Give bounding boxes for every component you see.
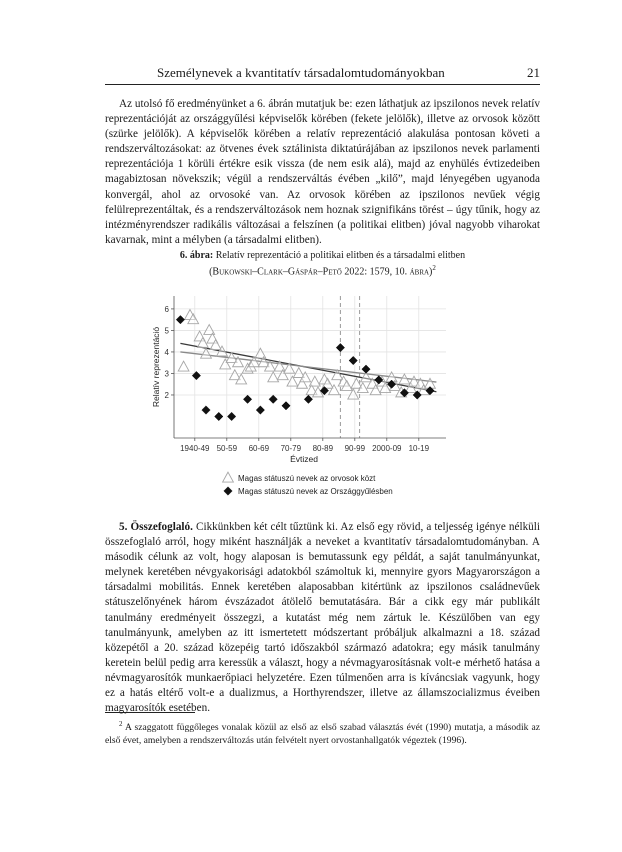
legend-label: Magas státuszú nevek az Országgyűlésben (238, 487, 393, 496)
legend-triangle-icon (223, 472, 234, 482)
footnote (105, 718, 540, 747)
running-head (105, 64, 540, 85)
page-number: 21 (527, 65, 540, 80)
y-tick-label: 2 (164, 390, 169, 400)
x-tick-label: 2000-09 (372, 444, 402, 453)
x-tick-label: 90-99 (344, 444, 366, 453)
y-axis-title: Relatív reprezentáció (151, 326, 161, 408)
figure-caption (105, 249, 540, 278)
x-tick-label: 10-19 (408, 444, 430, 453)
footnote-text: A szaggatott függőleges vonalak közül az első az első szabad választás évét (1990) mutatja, a második az első évet, amelyben a rendszerváltozás után felvételt nyert orvostanhallgatók végeztek (1996). (105, 722, 540, 747)
x-tick-label: 1940-49 (180, 444, 210, 453)
x-tick-label: 80-89 (312, 444, 334, 453)
y-tick-label: 3 (164, 369, 169, 379)
footnote-mark: 2 (119, 720, 123, 728)
x-tick-label: 70-79 (280, 444, 302, 453)
y-tick-label: 4 (164, 347, 169, 357)
y-tick-label: 6 (164, 304, 169, 314)
figure-footnote-mark: 2 (432, 264, 436, 272)
relative-representation-chart (150, 278, 450, 508)
legend-layer (223, 472, 393, 496)
figure-source: (Bukowski–Clark–Gáspár–Pető 2022: 1579, 10. ábra) (209, 266, 433, 278)
summary-heading: 5. Összefoglaló. (119, 521, 193, 533)
body-paragraph: Az utolsó fő eredményünket a 6. ábrán mutatjuk be: ezen láthatjuk az ipszilonos nevek relatív reprezentációját az országgyűlési képviselők körében (fekete jelölők), illetve az orvosok között (szürke jelölők). A képviselők körében a relatív reprezentáció alakulása pontosan követi a rendszerváltozásokat: az ötvenes évek sztálinista diktatúrájában az ipszilonos nevek parlamenti reprezentációja 1 körüli értékre esik vissza (de nem esik alá), majd az enyhülés évtizedeiben magabiztosan növekszik; végül a rendszerváltás évében „kilő”, majd lényegében ugyanoda konvergál, ahol az orvosoké van. Az orvosok körében az ipszilonos nevűek végig felülreprezentáltak, és a rendszerváltozások nem hoznak szignifikáns törést – úgy tűnik, hogy az intézményrendszer radikális változásai a felszínen (a politikai elitben) jóval nagyobb viharokat kavarnak, mint a mélyben (a társadalmi elitben). (105, 98, 540, 246)
x-axis-title: Évtized (290, 454, 318, 464)
x-tick-label: 50-59 (216, 444, 238, 453)
running-title: Személynevek a kvantitatív társadalomtudományokban (157, 65, 445, 80)
figure-title: Relatív reprezentáció a politikai elitben és a társadalmi elitben (213, 250, 466, 261)
x-tick-label: 60-69 (248, 444, 270, 453)
legend-diamond-icon (224, 487, 232, 495)
summary-text: Cikkünkben két célt tűztünk ki. Az első egy rövid, a teljesség igénye nélküli összefoglaló arról, hogy miként használják a neveket a kvantitatív társadalomtudományban. A második célunk az volt, hogy alaposan is bemutassunk egy példát, a saját tanulmányunkat, melynek keretében névgyakorisági adatokból számoltuk ki, mennyire gyors Magyarországon a társadalmi mobilitás. Ennek keretében alaposabban kitértünk az ipszilonos családnevűek státuszelőnyének három évszázadot átölelő bemutatására. Bár a cikk egy már publikált tanulmány eredményeit összegzi, a kutatást még nem zártuk le. Készülőben van egy tanulmányunk, amelyben az itt ismertetett módszertant próbáljuk alkalmazni a 18. század közepétől a 20. század közepéig tartó időszakból származó adatokra; egy másik tanulmány keretein belül pedig arra keressük a választ, hogy a névmagyarosításnak volt-e mérhető hatása a névmagyarosítók munkaerőpiaci helyzetére. Ezen túlmenően arra is kíváncsiak vagyunk, hogy ez a hatás eltérő volt-e a dualizmus, a Horthyrendszer, illetve az államszocializmus éveiben magyarosítók esetében. (105, 521, 540, 715)
footnote-divider (105, 712, 195, 713)
summary-paragraph (105, 520, 540, 716)
y-tick-label: 5 (164, 326, 169, 336)
legend-label: Magas státuszú nevek az orvosok közt (238, 474, 376, 483)
figure-label: 6. ábra: (179, 250, 214, 261)
